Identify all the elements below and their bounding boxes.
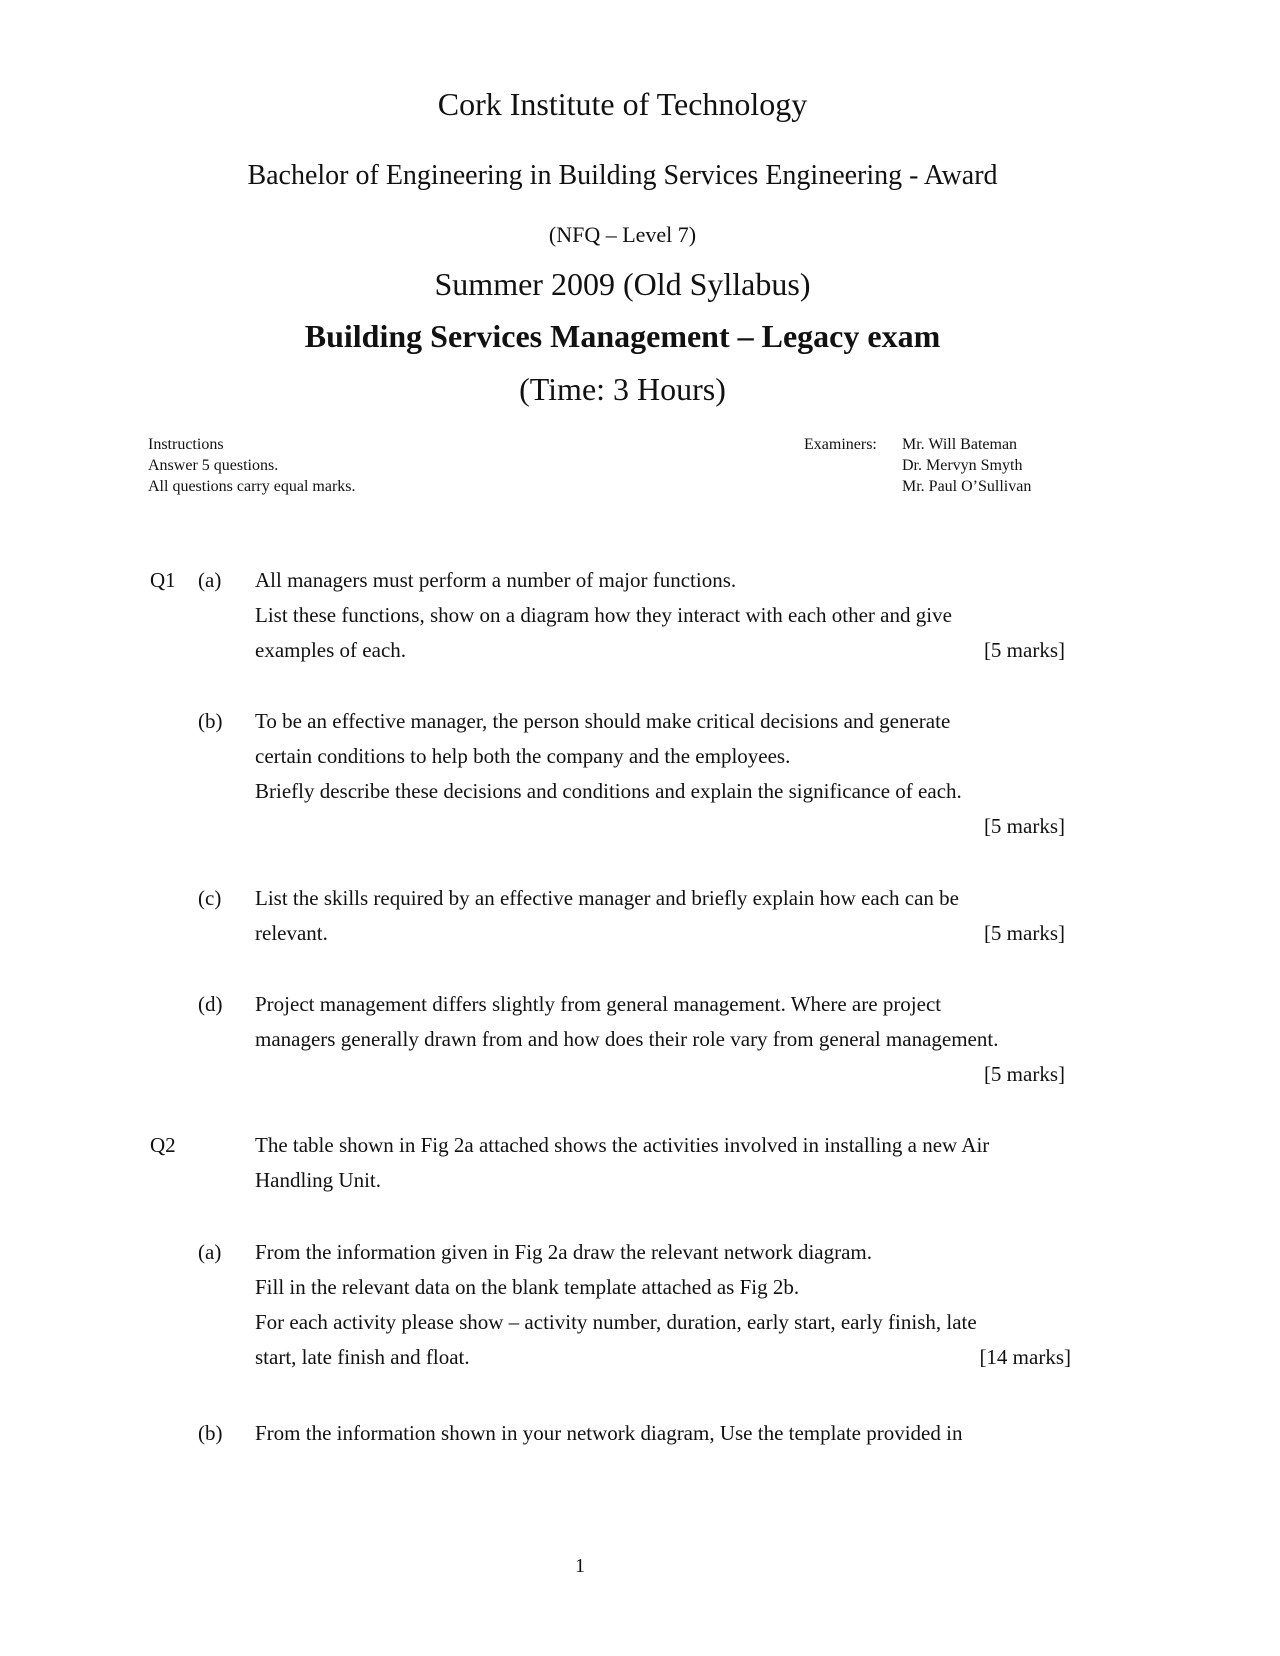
- instructions-line: Answer 5 questions.: [148, 457, 279, 474]
- instructions-block: [148, 434, 356, 497]
- question-part-text: [255, 1416, 1065, 1451]
- part-label: (b): [198, 1421, 223, 1445]
- text-line: managers generally drawn from and how does their role vary from general management.: [255, 1027, 999, 1051]
- question-intro-text: [255, 1128, 1065, 1198]
- part-label: (b): [198, 709, 223, 733]
- programme-title: Bachelor of Engineering in Building Services Engineering - Award: [247, 160, 998, 191]
- text-line-content: relevant.: [255, 921, 328, 945]
- question-part-text: [255, 881, 1065, 951]
- part-label: (d): [198, 992, 223, 1016]
- marks-label: [5 marks]: [983, 1062, 1065, 1086]
- text-line: certain conditions to help both the company and the employees.: [255, 744, 791, 768]
- text-line: Project management differs slightly from general management. Where are project: [255, 992, 942, 1016]
- text-line: [255, 916, 1065, 951]
- question-part-text: [255, 563, 1065, 668]
- marks-label: [5 marks]: [983, 638, 1065, 662]
- text-line: From the information shown in your network diagram, Use the template provided in: [255, 1421, 963, 1445]
- examiner-name: Dr. Mervyn Smyth: [902, 457, 1023, 474]
- marks-label: [14 marks]: [979, 1345, 1071, 1369]
- part-label: (a): [198, 1240, 222, 1264]
- question-part-text: [255, 704, 1065, 844]
- text-line-content: examples of each.: [255, 638, 407, 662]
- question-number: Q2: [150, 1133, 176, 1157]
- examiner-name: Mr. Paul O’Sullivan: [902, 478, 1032, 495]
- question-part-text: [255, 1235, 1071, 1375]
- examiners-list: [902, 434, 1031, 497]
- marks-label: [5 marks]: [983, 921, 1065, 945]
- text-line: All managers must perform a number of major functions.: [255, 568, 737, 592]
- text-line: Handling Unit.: [255, 1168, 381, 1192]
- text-line: To be an effective manager, the person should make critical decisions and generate: [255, 709, 951, 733]
- text-line: From the information given in Fig 2a draw the relevant network diagram.: [255, 1240, 873, 1264]
- text-line: The table shown in Fig 2a attached shows the activities involved in installing a new Air: [255, 1133, 990, 1157]
- part-label: (c): [198, 886, 222, 910]
- examiners-label: Examiners:: [804, 436, 877, 453]
- instructions-title: Instructions: [148, 436, 224, 453]
- text-line: List the skills required by an effective manager and briefly explain how each can be: [255, 886, 960, 910]
- question-number: Q1: [150, 568, 176, 592]
- page-number: 1: [575, 1555, 585, 1577]
- subject-title: Building Services Management – Legacy exam: [304, 318, 941, 354]
- text-line: Briefly describe these decisions and conditions and explain the significance of each.: [255, 779, 962, 803]
- level-label: (NFQ – Level 7): [548, 222, 697, 247]
- session-title: Summer 2009 (Old Syllabus): [434, 266, 811, 302]
- exam-duration: (Time: 3 Hours): [519, 371, 726, 407]
- text-line: [255, 1057, 1065, 1092]
- text-line-content: start, late finish and float.: [255, 1345, 470, 1369]
- text-line: [255, 809, 1065, 844]
- instructions-line: All questions carry equal marks.: [148, 478, 356, 495]
- text-line: Fill in the relevant data on the blank template attached as Fig 2b.: [255, 1275, 800, 1299]
- part-label: (a): [198, 568, 222, 592]
- text-line: [255, 1340, 1071, 1375]
- question-part-text: [255, 987, 1065, 1092]
- institution-title: Cork Institute of Technology: [437, 86, 808, 122]
- examiner-name: Mr. Will Bateman: [902, 436, 1018, 453]
- text-line: [255, 633, 1065, 668]
- text-line: For each activity please show – activity number, duration, early start, early finish, late: [255, 1310, 977, 1334]
- marks-label: [5 marks]: [983, 814, 1065, 838]
- text-line: List these functions, show on a diagram how they interact with each other and give: [255, 603, 952, 627]
